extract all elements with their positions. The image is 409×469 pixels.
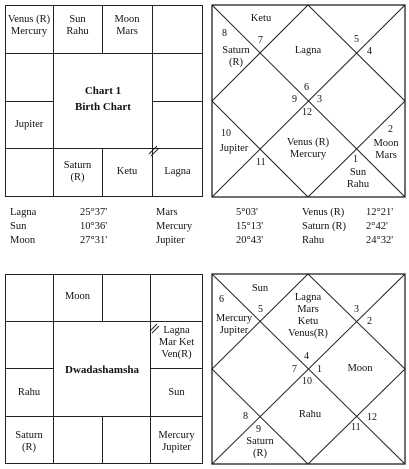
d2-house-num: 6 bbox=[219, 294, 224, 305]
d2-house-num: 8 bbox=[243, 411, 248, 422]
cell-bottom2: Saturn (R) bbox=[63, 160, 92, 183]
table-row: Sun 10°36' Mercury 15°13' Saturn (R) 2°42' bbox=[10, 221, 388, 232]
d1-lagna: Lagna bbox=[294, 45, 322, 56]
d2-moon: Moon bbox=[347, 363, 373, 374]
d2-house-num: 10 bbox=[302, 376, 312, 387]
d2-lagna-group: Lagna Mars Ketu Venus(R) bbox=[288, 292, 328, 339]
d2-house-num: 7 bbox=[292, 364, 297, 375]
d1-house-num: 3 bbox=[317, 94, 322, 105]
d2-house-num: 3 bbox=[354, 304, 359, 315]
d1-house-num: 7 bbox=[258, 35, 263, 46]
chart2-title: Dwadashamsha bbox=[65, 364, 139, 376]
d2-sun: Sun bbox=[251, 283, 269, 294]
d2-cell-bottom1: Saturn (R) bbox=[15, 430, 43, 453]
d2-cell-top2: Moon bbox=[64, 291, 91, 302]
d1-house-num: 11 bbox=[256, 157, 266, 168]
d2-cell-right-mid: Sun bbox=[168, 387, 185, 398]
d2-cell-bottom4: Mercury Jupiter bbox=[158, 430, 195, 453]
d1-house-num: 5 bbox=[354, 34, 359, 45]
cell-left-mid: Jupiter bbox=[14, 119, 44, 130]
chart1-title: Chart 1 Birth Chart bbox=[75, 85, 131, 113]
d1-house-num: 10 bbox=[221, 128, 231, 139]
cell-bottom4: Lagna bbox=[164, 166, 191, 177]
d2-cell-left-mid: Rahu bbox=[17, 387, 41, 398]
d1-venus-mercury: Venus (R) Mercury bbox=[286, 137, 330, 160]
cell-bottom3: Ketu bbox=[116, 166, 138, 177]
table-row: Lagna 25°37' Mars 5°03' Venus (R) 12°21' bbox=[10, 207, 394, 218]
cell-top1: Venus (R) Mercury bbox=[7, 14, 51, 37]
d1-house-num: 1 bbox=[353, 154, 358, 165]
cell-top2: Sun Rahu bbox=[66, 14, 89, 37]
d1-house-num: 9 bbox=[292, 94, 297, 105]
d2-house-num: 1 bbox=[317, 364, 322, 375]
d2-house-num: 2 bbox=[367, 316, 372, 327]
d1-ketu: Ketu bbox=[250, 13, 272, 24]
cell-top3: Moon Mars bbox=[114, 14, 140, 37]
d2-house-num: 11 bbox=[351, 422, 361, 433]
d2-house-num: 5 bbox=[258, 304, 263, 315]
d2-cell-top4: Lagna Mar Ket Ven(R) bbox=[158, 325, 195, 360]
d1-moon-mars: Moon Mars bbox=[373, 138, 399, 161]
d2-mercury-jupiter: Mercury Jupiter bbox=[215, 313, 253, 336]
d1-sun-rahu: Sun Rahu bbox=[346, 167, 370, 190]
d1-house-num: 12 bbox=[302, 107, 312, 118]
d1-house-num: 4 bbox=[367, 46, 372, 57]
d1-house-num: 8 bbox=[222, 28, 227, 39]
table-row: Moon 27°31' Jupiter 20°43' Rahu 24°32' bbox=[10, 235, 394, 246]
d1-house-num: 2 bbox=[388, 124, 393, 135]
d2-house-num: 12 bbox=[367, 412, 377, 423]
d1-house-num: 6 bbox=[304, 82, 309, 93]
d1-jupiter: Jupiter bbox=[219, 143, 249, 154]
d2-saturn: Saturn (R) bbox=[246, 436, 274, 459]
d2-rahu: Rahu bbox=[298, 409, 322, 420]
d1-saturn: Saturn (R) bbox=[222, 45, 250, 68]
d2-house-num: 4 bbox=[304, 351, 309, 362]
d2-house-num: 9 bbox=[256, 424, 261, 435]
